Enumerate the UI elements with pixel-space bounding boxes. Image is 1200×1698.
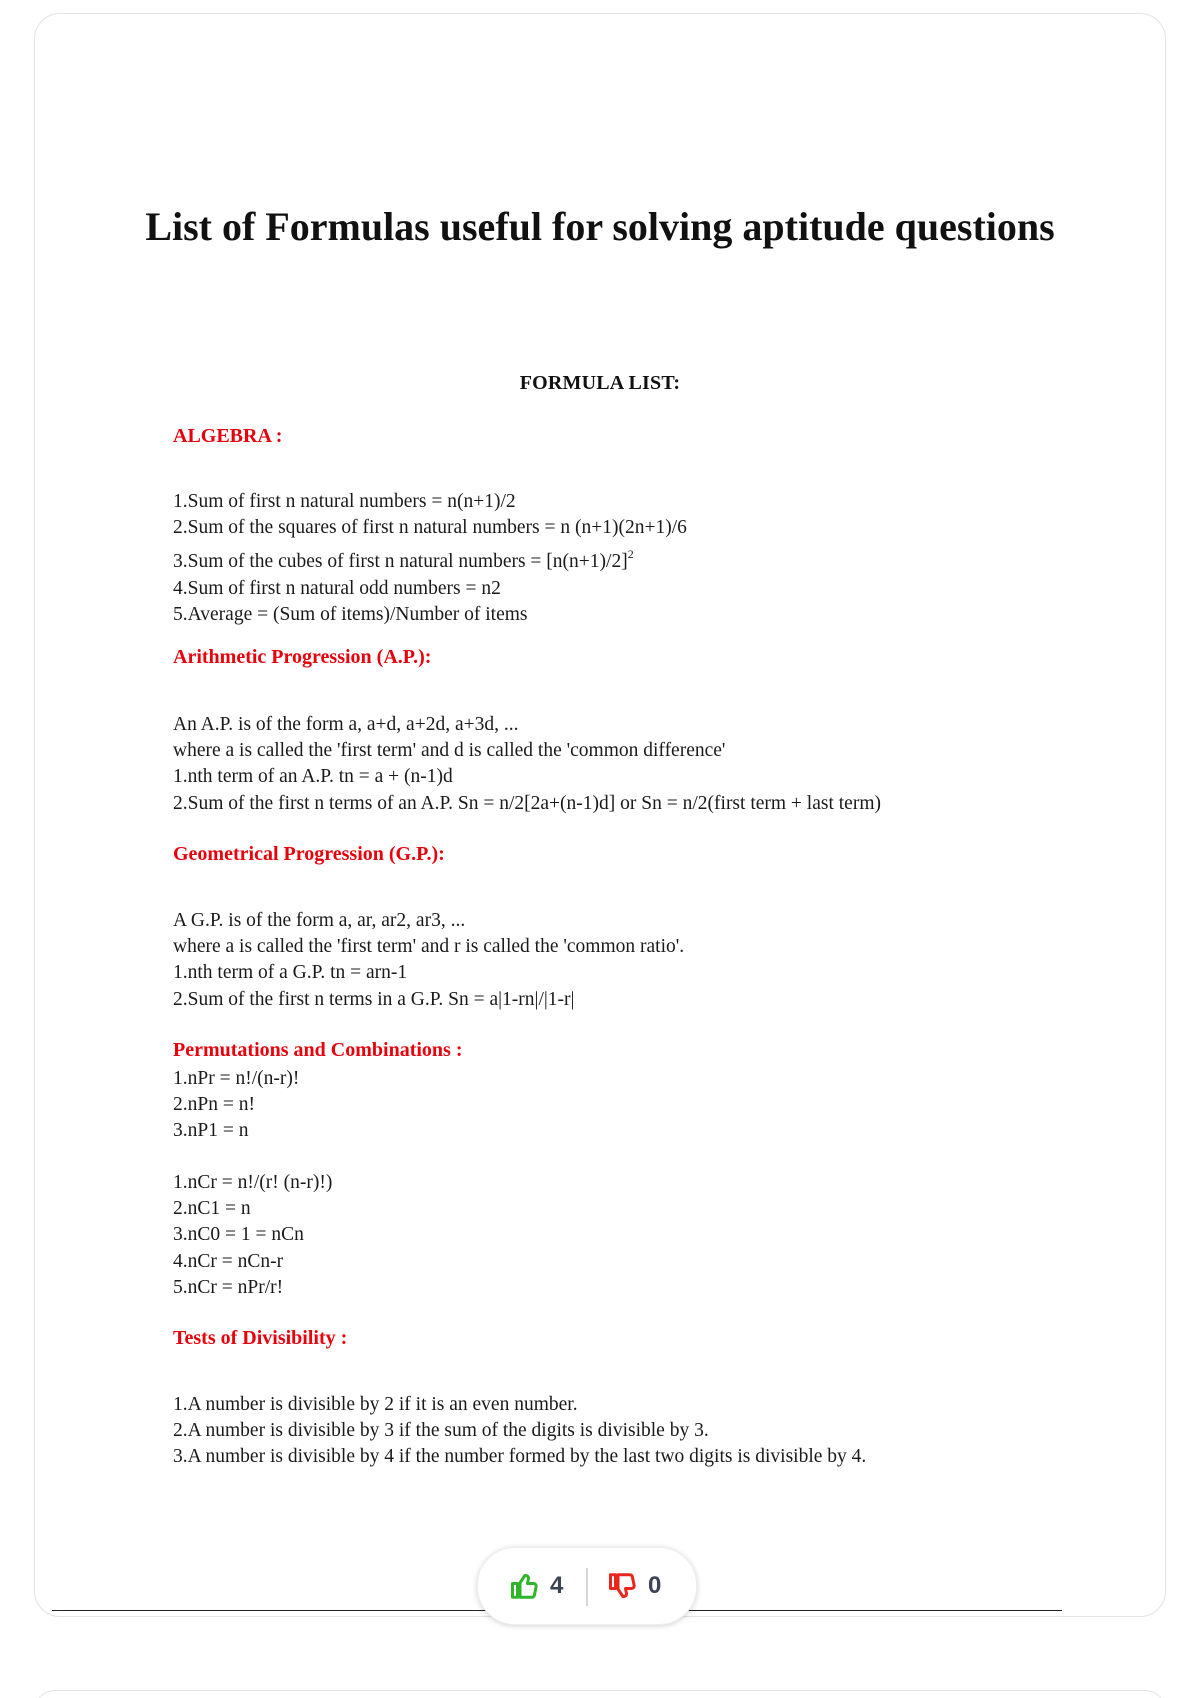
formula-line: 3.nC0 = 1 = nCn (173, 1224, 304, 1246)
formula-line: 1.nth term of a G.P. tn = arn-1 (173, 962, 408, 984)
ap-formula-list (173, 712, 881, 817)
formula-line: 5.nCr = nPr/r! (173, 1276, 284, 1298)
section-heading-divisibility: Tests of Divisibility : (173, 1327, 348, 1349)
formula-line: 2.Sum of the first n terms in a G.P. Sn = a|1-rn|/|1-r| (173, 988, 575, 1010)
section-heading-arithmetic-progression: Arithmetic Progression (A.P.): (173, 646, 432, 668)
gp-formula-list (173, 908, 684, 1013)
vote-widget (477, 1547, 697, 1625)
formula-line: 1.A number is divisible by 2 if it is an even number. (173, 1394, 578, 1415)
formula-line: 1.nCr = n!/(r! (n-r)!) (173, 1172, 333, 1193)
section-heading-geometrical-progression: Geometrical Progression (G.P.): (173, 843, 445, 865)
algebra-formula-list (173, 489, 687, 628)
formula-line: 2.nC1 = n (173, 1198, 251, 1220)
divisibility-formula-list (173, 1392, 866, 1471)
downvote-button[interactable] (608, 1566, 661, 1606)
formula-line: 1.nth term of an A.P. tn = a + (n-1)d (173, 766, 453, 788)
formula-line: 3.A number is divisible by 4 if the number formed by the last two digits is divisible by 4. (173, 1446, 867, 1468)
formula-text: 3.Sum of the cubes of first n natural numbers = [n(n+1)/2] (173, 551, 628, 573)
formula-list-heading: FORMULA LIST: (519, 372, 681, 394)
section-heading-algebra: ALGEBRA : (173, 425, 283, 447)
upvote-count: 4 (550, 1572, 564, 1599)
formula-line: 4.nCr = nCn-r (173, 1250, 284, 1272)
upvote-button[interactable] (510, 1566, 563, 1606)
vote-separator (586, 1568, 588, 1606)
permutations-formula-list (173, 1066, 299, 1145)
formula-line: 1.nPr = n!/(n-r)! (173, 1068, 300, 1089)
formula-line (173, 541, 687, 575)
section-heading-permutations-combinations: Permutations and Combinations : (173, 1039, 463, 1061)
formula-line: An A.P. is of the form a, a+d, a+2d, a+3d, ... (173, 714, 519, 735)
document-title: List of Formulas useful for solving aptitude questions (145, 204, 1055, 249)
formula-line: A G.P. is of the form a, ar, ar2, ar3, ... (173, 910, 466, 931)
formula-line: 4.Sum of first n natural odd numbers = n2 (173, 577, 501, 599)
formula-line: 1.Sum of first n natural numbers = n(n+1)/2 (173, 491, 516, 512)
formula-line: 3.nP1 = n (173, 1120, 249, 1142)
thumbs-down-icon (608, 1571, 638, 1601)
formula-line: 2.Sum of the squares of first n natural numbers = n (n+1)(2n+1)/6 (173, 517, 687, 539)
formula-line: 2.Sum of the first n terms of an A.P. Sn = n/2[2a+(n-1)d] or Sn = n/2(first term + last term) (173, 792, 881, 814)
formula-line: where a is called the 'first term' and r is called the 'common ratio'. (173, 936, 685, 958)
thumbs-up-icon (510, 1571, 540, 1601)
downvote-count: 0 (648, 1572, 662, 1599)
formula-line: 5.Average = (Sum of items)/Number of items (173, 603, 528, 625)
formula-line: where a is called the 'first term' and d is called the 'common difference' (173, 740, 726, 762)
superscript: 2 (627, 547, 634, 562)
formula-line: 2.A number is divisible by 3 if the sum of the digits is divisible by 3. (173, 1420, 709, 1442)
formula-line: 2.nPn = n! (173, 1094, 255, 1116)
combinations-formula-list (173, 1170, 332, 1301)
